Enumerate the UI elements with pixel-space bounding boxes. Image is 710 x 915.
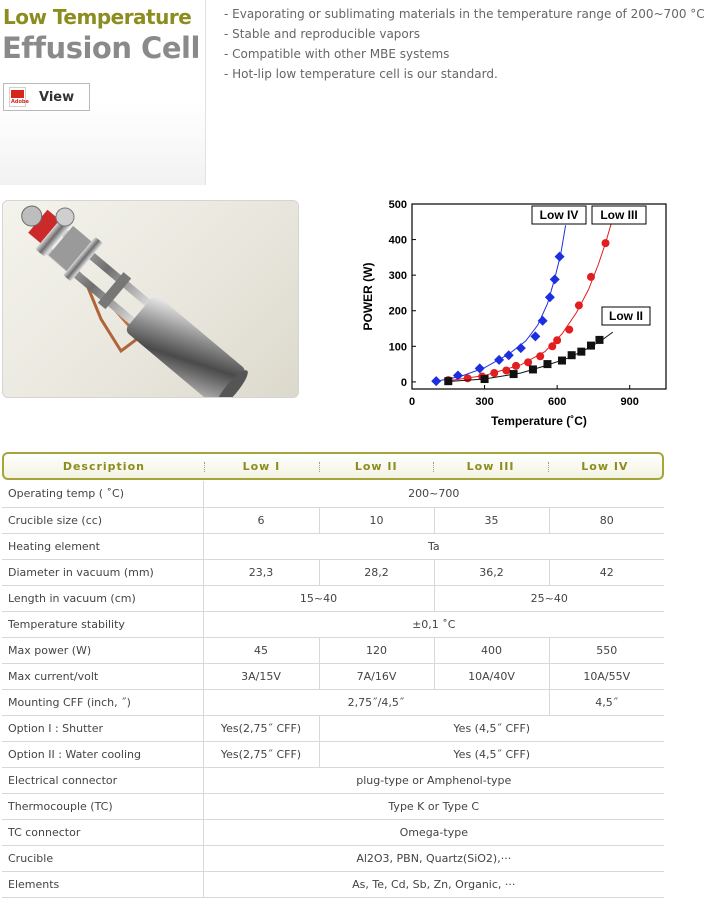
data-point (512, 362, 520, 370)
y-tick-label: 400 (388, 234, 407, 247)
table-row (2, 689, 664, 715)
row-label: Option I : Shutter (2, 715, 203, 741)
table-cell: 10A/55V (549, 663, 664, 689)
table-cell: 2,75˝/4,5˝ (203, 689, 549, 715)
row-label: Crucible size (cc) (2, 507, 203, 533)
row-label: Max current/volt (2, 663, 203, 689)
page-title-line1: Low Temperature (3, 5, 192, 29)
data-point (595, 336, 603, 344)
x-tick-label: 600 (547, 396, 567, 408)
row-label: Heating element (2, 533, 203, 559)
column-header: Low II (319, 460, 433, 473)
column-header: Low I (204, 460, 319, 473)
data-point (587, 273, 595, 281)
series-label: Low III (600, 208, 638, 222)
table-cell: 7A/16V (319, 663, 434, 689)
table-row (2, 793, 664, 819)
data-point (543, 360, 551, 368)
data-point (481, 375, 489, 383)
row-label: Elements (2, 871, 203, 897)
x-tick-label: 300 (475, 396, 494, 408)
table-cell: 15~40 (203, 585, 434, 611)
row-label: Temperature stability (2, 611, 203, 637)
table-cell: 10 (319, 507, 434, 533)
feature-list (224, 4, 705, 84)
table-cell: Omega-type (203, 819, 664, 845)
data-point (553, 336, 561, 344)
table-cell: 3A/15V (203, 663, 319, 689)
data-point (524, 358, 532, 366)
pdf-badge-label: Adobe (11, 99, 29, 105)
y-tick-label: 100 (388, 341, 407, 354)
x-axis-label: Temperature (˚C) (491, 414, 587, 428)
table-row (2, 767, 664, 793)
data-point (444, 377, 452, 385)
y-tick-label: 0 (400, 376, 407, 389)
series-label: Low II (609, 309, 643, 323)
table-cell: 23,3 (203, 559, 319, 585)
table-row (2, 715, 664, 741)
table-cell: Ta (203, 533, 664, 559)
spec-table (2, 481, 664, 898)
row-label: Option II : Water cooling (2, 741, 203, 767)
series-label: Low IV (539, 208, 579, 222)
row-label: Crucible (2, 845, 203, 871)
table-row (2, 871, 664, 897)
feature-item: - Stable and reproducible vapors (224, 27, 420, 41)
data-point (502, 367, 510, 375)
x-tick-label: 900 (620, 396, 639, 408)
table-cell: 200~700 (203, 481, 664, 507)
table-row (2, 741, 664, 767)
y-tick-label: 200 (388, 305, 407, 318)
data-point (490, 369, 498, 377)
row-label: Max power (W) (2, 637, 203, 663)
product-photo (2, 200, 299, 398)
table-cell: 400 (434, 637, 549, 663)
data-point (602, 239, 610, 247)
y-axis-label: POWER (W) (361, 262, 375, 331)
table-row (2, 507, 664, 533)
table-cell: Yes(2,75˝ CFF) (203, 715, 319, 741)
feature-item: - Evaporating or sublimating materials in the temperature range of 200~700 °C (224, 7, 705, 21)
y-tick-label: 500 (388, 199, 407, 211)
data-point (464, 374, 472, 382)
table-cell: Type K or Type C (203, 793, 664, 819)
data-point (536, 352, 544, 360)
table-cell: 45 (203, 637, 319, 663)
table-cell: 4,5˝ (549, 689, 664, 715)
row-label: Diameter in vacuum (mm) (2, 559, 203, 585)
pdf-icon (9, 87, 29, 107)
data-point (529, 365, 537, 373)
table-row (2, 481, 664, 507)
table-row (2, 663, 664, 689)
data-point (558, 357, 566, 365)
column-header: Low III (433, 460, 547, 473)
table-row (2, 819, 664, 845)
table-cell: Al2O3, PBN, Quartz(SiO2),··· (203, 845, 664, 871)
data-point (510, 370, 518, 378)
table-cell: Yes (4,5˝ CFF) (319, 741, 664, 767)
table-row (2, 845, 664, 871)
table-cell: 10A/40V (434, 663, 549, 689)
x-tick-label: 0 (408, 396, 416, 408)
data-point (587, 342, 595, 350)
table-row (2, 637, 664, 663)
table-cell: 550 (549, 637, 664, 663)
spec-table-header (2, 452, 664, 480)
column-header: Low IV (548, 460, 662, 473)
table-cell: 80 (549, 507, 664, 533)
row-label: Mounting CFF (inch, ˝) (2, 689, 203, 715)
data-point (565, 326, 573, 334)
effusion-cell-image (3, 201, 299, 398)
table-row (2, 611, 664, 637)
table-cell: 36,2 (434, 559, 549, 585)
table-cell: 25~40 (434, 585, 664, 611)
table-row (2, 585, 664, 611)
view-button-label: View (39, 89, 75, 105)
header-panel (0, 0, 206, 185)
column-header: Description (62, 459, 145, 473)
view-pdf-button[interactable] (3, 83, 90, 111)
table-cell: 6 (203, 507, 319, 533)
table-cell: Yes(2,75˝ CFF) (203, 741, 319, 767)
row-label: Length in vacuum (cm) (2, 585, 203, 611)
table-cell: 28,2 (319, 559, 434, 585)
table-row (2, 559, 664, 585)
data-point (568, 351, 576, 359)
row-label: Electrical connector (2, 767, 203, 793)
power-temperature-chart (350, 196, 690, 432)
table-cell: 35 (434, 507, 549, 533)
table-cell: 42 (549, 559, 664, 585)
row-label: TC connector (2, 819, 203, 845)
data-point (577, 348, 585, 356)
feature-item: - Hot-lip low temperature cell is our standard. (224, 67, 498, 81)
table-row (2, 533, 664, 559)
feature-item: - Compatible with other MBE systems (224, 47, 450, 61)
table-cell: plug-type or Amphenol-type (203, 767, 664, 793)
data-point (575, 301, 583, 309)
plot-area (412, 204, 666, 389)
row-label: Thermocouple (TC) (2, 793, 203, 819)
chart-svg (350, 196, 690, 432)
page-title-line2: Effusion Cell (2, 31, 200, 65)
table-cell: As, Te, Cd, Sb, Zn, Organic, ··· (203, 871, 664, 897)
row-label: Operating temp ( ˚C) (2, 481, 203, 507)
table-cell: Yes (4,5˝ CFF) (319, 715, 664, 741)
y-tick-label: 300 (388, 270, 407, 283)
table-cell: 120 (319, 637, 434, 663)
table-cell: ±0,1 ˚C (203, 611, 664, 637)
